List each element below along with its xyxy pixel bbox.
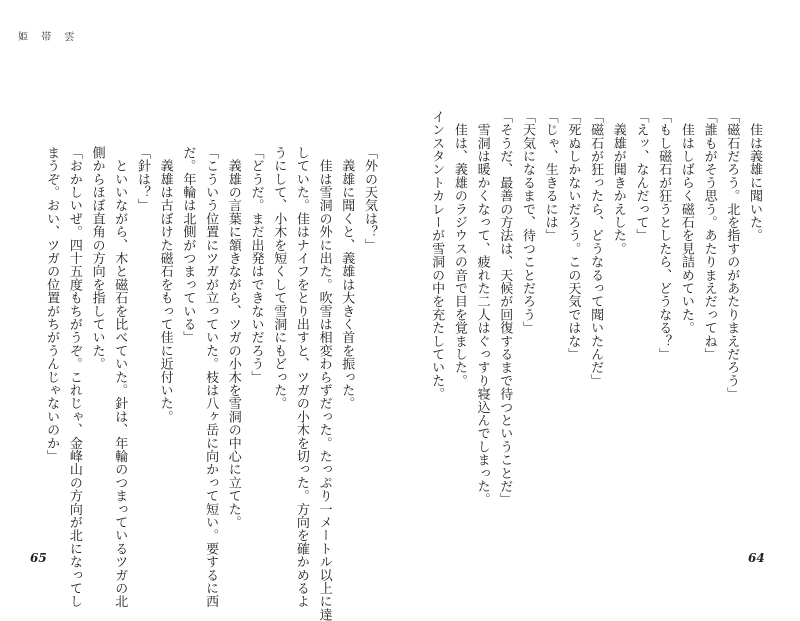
text-line: 「えッ、なんだって」 — [633, 110, 649, 242]
text-line: うにして、小木を短くして雪洞にもどった。 — [271, 146, 287, 410]
text-line: 「外の天気は？」 — [362, 146, 377, 252]
text-line: だ。年輪は北側がつまっている」 — [180, 146, 196, 344]
running-head: 姫 帯 雲 — [18, 32, 80, 43]
text-line: 「こういう位置にツガが立っていた。枝は八ヶ岳に向かって短い。要するに西 — [203, 146, 219, 608]
text-line: 「針は？」 — [134, 146, 150, 212]
text-line: 「天気になるまで、待つことだろう」 — [519, 110, 535, 335]
text-line: 佳はしばらく磁石を見詰めていた。 — [678, 110, 694, 335]
text-line: 「死ぬしかないだろう。この天気ではな」 — [565, 110, 581, 361]
right-page-text — [400, 110, 765, 530]
page-number-right: 64 — [748, 551, 765, 565]
text-line: 雪洞は暖かくなって、疲れた二人はぐっすり寝込んでしまった。 — [474, 110, 490, 506]
text-line: 「そうだ、最善の方法は、天候が回復するまで待つということだ」 — [497, 110, 513, 506]
text-line: 「どうだ。まだ出発はできないだろう」 — [248, 146, 264, 384]
text-line: 「おかしいぜ。四十五度もちがうぞ。これじゃ、金峰山の方向が北になってし — [66, 146, 82, 608]
text-line: 「誰もがそう思う。あたりまえだってね」 — [701, 110, 717, 361]
text-line: 佳は雪洞の外に出た。吹雪は相変わらずだった。たっぷり一メートル以上に達 — [316, 146, 332, 621]
text-line: 佳は義雄に聞いた。 — [747, 110, 762, 242]
text-line: 佳は、義雄のラジウスの音で目を覚ました。 — [451, 110, 467, 388]
page-number-left: 65 — [30, 551, 47, 565]
text-line: 義雄の言葉に頷きながら、ツガの小木を雪洞の中心に立てた。 — [225, 146, 241, 529]
text-line: 側からほぼ直角の方向を指していた。 — [89, 146, 105, 371]
text-line: 「じゃ、生きるには」 — [542, 110, 558, 242]
text-line: 義雄に聞くと、義雄は大きく首を振った。 — [339, 146, 355, 410]
text-line: まうぞ。おい、ツガの位置がちがうんじゃないのか」 — [44, 146, 60, 463]
text-line: といいながら、木と磁石を比べていた。針は、年輪のつまっているツガの北 — [112, 146, 128, 608]
text-line: 「もし磁石が狂うとしたら、どうなる？」 — [656, 110, 672, 361]
text-line: インスタントカレーが雪洞の中を充たしていた。 — [429, 110, 445, 401]
text-line: 義雄が聞きかえした。 — [610, 110, 626, 256]
text-line: 義雄は古ぼけた磁石をもって佳に近付いた。 — [157, 146, 173, 424]
text-line: 「磁石が狂ったら、どうなるって聞いたんだ」 — [588, 110, 604, 388]
text-line: していた。佳はナイフをとり出すと、ツガの小木を切った。方向を確かめるよ — [293, 146, 309, 608]
text-line: 「磁石だろう。北を指すのがあたりまえだろう」 — [724, 110, 740, 401]
